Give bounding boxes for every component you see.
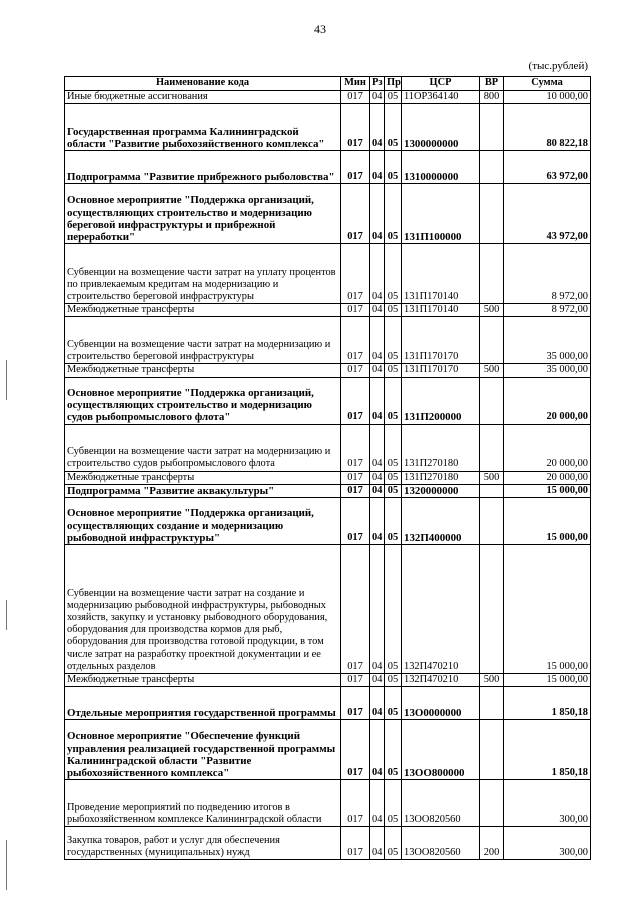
cell-vr — [480, 545, 504, 674]
cell-vr: 200 — [480, 827, 504, 860]
cell-csr: 131П100000 — [402, 184, 480, 244]
cell-sum: 8 972,00 — [504, 244, 591, 304]
cell-pr: 05 — [385, 484, 402, 497]
margin-mark — [6, 360, 7, 400]
cell-min: 017 — [341, 304, 370, 317]
cell-sum: 10 000,00 — [504, 91, 591, 104]
cell-name: Межбюджетные трансферты — [65, 674, 341, 687]
cell-rz: 04 — [370, 364, 385, 377]
table-row — [65, 244, 591, 304]
cell-sum: 35 000,00 — [504, 317, 591, 364]
cell-pr: 05 — [385, 687, 402, 720]
cell-rz: 04 — [370, 545, 385, 674]
cell-csr: 131П170140 — [402, 304, 480, 317]
header-pr: Пр — [385, 77, 402, 91]
cell-rz: 04 — [370, 377, 385, 424]
cell-sum: 20 000,00 — [504, 377, 591, 424]
cell-csr: 131П170140 — [402, 244, 480, 304]
header-csr: ЦСР — [402, 77, 480, 91]
cell-csr: 132П470210 — [402, 545, 480, 674]
cell-csr: 1320000000 — [402, 484, 480, 497]
cell-csr: 13ОО820560 — [402, 827, 480, 860]
cell-min: 017 — [341, 827, 370, 860]
cell-name: Проведение мероприятий по подведению итогов в рыбохозяйственном комплексе Калининградской области — [65, 780, 341, 827]
cell-vr — [480, 244, 504, 304]
cell-min: 017 — [341, 498, 370, 545]
cell-rz: 04 — [370, 317, 385, 364]
page-number: 43 — [314, 22, 326, 36]
cell-pr: 05 — [385, 364, 402, 377]
cell-pr: 05 — [385, 780, 402, 827]
cell-name: Субвенции на возмещение части затрат на создание и модернизацию рыбоводной инфраструктуры, рыбоводных хозяйств, закупку и установку рыбоводного оборудования, оборудования для производства кормов для рыб, оборудования для производства готовой продукции, в том числе затрат на разработку проектной документации и ее отдельных разделов — [65, 545, 341, 674]
margin-mark — [6, 840, 7, 890]
cell-csr: 131П270180 — [402, 471, 480, 484]
cell-rz: 04 — [370, 151, 385, 184]
cell-rz: 04 — [370, 687, 385, 720]
cell-csr: 13ОО800000 — [402, 720, 480, 780]
table-body — [65, 91, 591, 860]
table-row — [65, 377, 591, 424]
table-row — [65, 91, 591, 104]
table-row — [65, 184, 591, 244]
table-row — [65, 304, 591, 317]
cell-vr — [480, 780, 504, 827]
header-name: Наименование кода — [65, 77, 341, 91]
cell-vr — [480, 424, 504, 471]
cell-vr — [480, 151, 504, 184]
cell-min: 017 — [341, 424, 370, 471]
cell-csr: 131П200000 — [402, 377, 480, 424]
cell-name: Межбюджетные трансферты — [65, 304, 341, 317]
cell-sum: 63 972,00 — [504, 151, 591, 184]
table-row — [65, 545, 591, 674]
cell-rz: 04 — [370, 498, 385, 545]
cell-min: 017 — [341, 244, 370, 304]
cell-min: 017 — [341, 674, 370, 687]
cell-rz: 04 — [370, 827, 385, 860]
cell-csr: 13О0000000 — [402, 687, 480, 720]
table-row — [65, 471, 591, 484]
cell-min: 017 — [341, 545, 370, 674]
cell-pr: 05 — [385, 720, 402, 780]
cell-min: 017 — [341, 484, 370, 497]
units-label: (тыс.рублей) — [528, 60, 588, 72]
cell-vr: 500 — [480, 471, 504, 484]
header-rz: Рз — [370, 77, 385, 91]
cell-name: Субвенции на возмещение части затрат на модернизацию и строительство береговой инфраструктуры — [65, 317, 341, 364]
cell-sum: 8 972,00 — [504, 304, 591, 317]
cell-rz: 04 — [370, 484, 385, 497]
cell-name: Межбюджетные трансферты — [65, 471, 341, 484]
cell-csr: 11ОР364140 — [402, 91, 480, 104]
cell-vr — [480, 104, 504, 151]
cell-csr: 131П170170 — [402, 364, 480, 377]
cell-vr — [480, 720, 504, 780]
cell-sum: 35 000,00 — [504, 364, 591, 377]
header-min: Мин — [341, 77, 370, 91]
cell-sum: 80 822,18 — [504, 104, 591, 151]
cell-name: Закупка товаров, работ и услуг для обеспечения государственных (муниципальных) нужд — [65, 827, 341, 860]
cell-csr: 132П400000 — [402, 498, 480, 545]
cell-sum: 1 850,18 — [504, 720, 591, 780]
cell-min: 017 — [341, 471, 370, 484]
cell-min: 017 — [341, 780, 370, 827]
cell-min: 017 — [341, 184, 370, 244]
cell-pr: 05 — [385, 91, 402, 104]
table-row — [65, 827, 591, 860]
cell-vr — [480, 184, 504, 244]
cell-sum: 15 000,00 — [504, 674, 591, 687]
cell-rz: 04 — [370, 720, 385, 780]
cell-pr: 05 — [385, 104, 402, 151]
table-row — [65, 720, 591, 780]
margin-mark — [6, 600, 7, 630]
cell-pr: 05 — [385, 317, 402, 364]
table-row — [65, 424, 591, 471]
cell-vr — [480, 687, 504, 720]
cell-sum: 15 000,00 — [504, 545, 591, 674]
cell-sum: 15 000,00 — [504, 484, 591, 497]
cell-csr: 132П470210 — [402, 674, 480, 687]
cell-name: Основное мероприятие "Обеспечение функций управления реализацией государственной программы Калининградской области "Развитие рыбохозяйственного комплекса" — [65, 720, 341, 780]
cell-pr: 05 — [385, 304, 402, 317]
cell-rz: 04 — [370, 674, 385, 687]
cell-vr — [480, 377, 504, 424]
cell-pr: 05 — [385, 471, 402, 484]
cell-name: Государственная программа Калининградской области "Развитие рыбохозяйственного комплекса" — [65, 104, 341, 151]
cell-rz: 04 — [370, 304, 385, 317]
cell-sum: 20 000,00 — [504, 471, 591, 484]
cell-rz: 04 — [370, 471, 385, 484]
cell-rz: 04 — [370, 424, 385, 471]
cell-sum: 43 972,00 — [504, 184, 591, 244]
cell-name: Субвенции на возмещение части затрат на модернизацию и строительство судов рыбопромыслового флота — [65, 424, 341, 471]
cell-csr: 1310000000 — [402, 151, 480, 184]
cell-min: 017 — [341, 151, 370, 184]
cell-vr: 500 — [480, 364, 504, 377]
cell-pr: 05 — [385, 827, 402, 860]
cell-pr: 05 — [385, 545, 402, 674]
table-row — [65, 498, 591, 545]
table-row — [65, 674, 591, 687]
cell-min: 017 — [341, 91, 370, 104]
cell-min: 017 — [341, 104, 370, 151]
cell-name: Иные бюджетные ассигнования — [65, 91, 341, 104]
cell-pr: 05 — [385, 674, 402, 687]
header-vr: ВР — [480, 77, 504, 91]
cell-vr — [480, 484, 504, 497]
cell-rz: 04 — [370, 104, 385, 151]
cell-pr: 05 — [385, 424, 402, 471]
cell-sum: 1 850,18 — [504, 687, 591, 720]
cell-pr: 05 — [385, 498, 402, 545]
cell-rz: 04 — [370, 91, 385, 104]
cell-name: Подпрограмма "Развитие аквакультуры" — [65, 484, 341, 497]
cell-csr: 131П170170 — [402, 317, 480, 364]
cell-csr: 1300000000 — [402, 104, 480, 151]
cell-name: Основное мероприятие "Поддержка организаций, осуществляющих создание и модернизацию рыбоводной инфраструктуры" — [65, 498, 341, 545]
cell-rz: 04 — [370, 780, 385, 827]
table-row — [65, 151, 591, 184]
cell-rz: 04 — [370, 184, 385, 244]
cell-min: 017 — [341, 687, 370, 720]
cell-min: 017 — [341, 377, 370, 424]
cell-vr — [480, 498, 504, 545]
cell-min: 017 — [341, 364, 370, 377]
cell-name: Основное мероприятие "Поддержка организаций, осуществляющих строительство и модернизацию береговой инфраструктуры и прибрежной переработки" — [65, 184, 341, 244]
cell-sum: 20 000,00 — [504, 424, 591, 471]
cell-name: Подпрограмма "Развитие прибрежного рыболовства" — [65, 151, 341, 184]
cell-min: 017 — [341, 317, 370, 364]
cell-name: Основное мероприятие "Поддержка организаций, осуществляющих строительство и модернизацию судов рыбопромыслового флота" — [65, 377, 341, 424]
table-row — [65, 364, 591, 377]
cell-pr: 05 — [385, 244, 402, 304]
cell-pr: 05 — [385, 151, 402, 184]
cell-rz: 04 — [370, 244, 385, 304]
table-row — [65, 780, 591, 827]
header-sum: Сумма — [504, 77, 591, 91]
cell-vr: 500 — [480, 304, 504, 317]
cell-vr: 500 — [480, 674, 504, 687]
cell-pr: 05 — [385, 184, 402, 244]
table-row — [65, 484, 591, 497]
cell-csr: 13ОО820560 — [402, 780, 480, 827]
table-row — [65, 104, 591, 151]
cell-sum: 300,00 — [504, 780, 591, 827]
table-row — [65, 317, 591, 364]
cell-name: Отдельные мероприятия государственной программы — [65, 687, 341, 720]
table-row — [65, 687, 591, 720]
cell-csr: 131П270180 — [402, 424, 480, 471]
cell-pr: 05 — [385, 377, 402, 424]
cell-sum: 15 000,00 — [504, 498, 591, 545]
table-header-row — [65, 77, 591, 91]
cell-vr — [480, 317, 504, 364]
cell-name: Межбюджетные трансферты — [65, 364, 341, 377]
cell-name: Субвенции на возмещение части затрат на уплату процентов по привлекаемым кредитам на модернизацию и строительство береговой инфраструктуры — [65, 244, 341, 304]
cell-min: 017 — [341, 720, 370, 780]
cell-sum: 300,00 — [504, 827, 591, 860]
budget-table — [64, 76, 591, 860]
cell-vr: 800 — [480, 91, 504, 104]
